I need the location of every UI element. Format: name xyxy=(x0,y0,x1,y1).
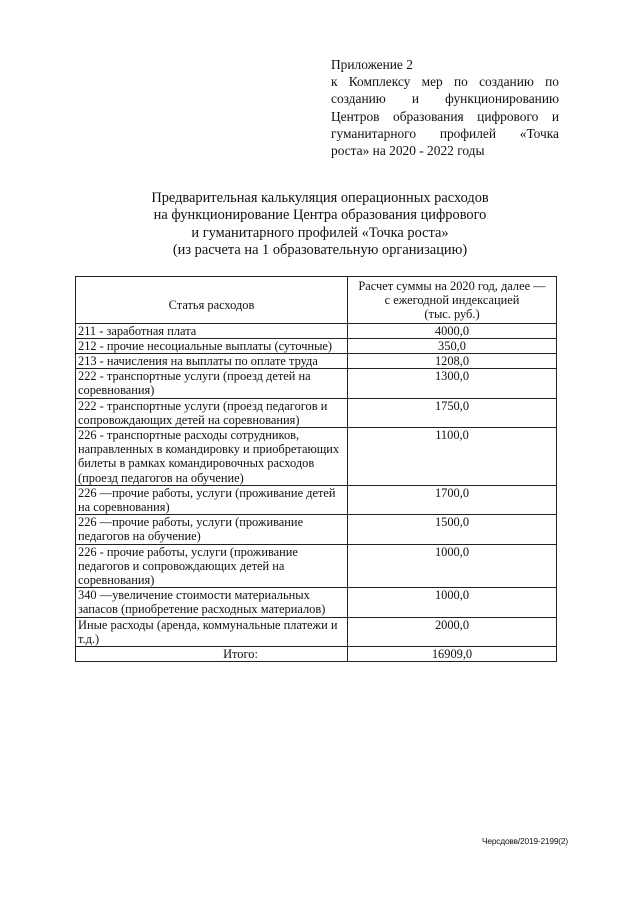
table-row xyxy=(76,588,557,617)
table-row xyxy=(76,398,557,427)
row-item: 226 —прочие работы, услуги (проживание детей на соревнования) xyxy=(76,485,348,514)
appendix-line: гуманитарного профилей «Точка xyxy=(331,125,559,141)
title-line: и гуманитарного профилей «Точка роста» xyxy=(191,224,449,241)
appendix-line: Приложение 2 xyxy=(331,57,413,72)
table-row xyxy=(76,354,557,369)
appendix-line: роста» на 2020 - 2022 годы xyxy=(331,143,485,159)
table-row xyxy=(76,323,557,338)
row-amount: 4000,0 xyxy=(348,323,557,338)
row-amount: 1300,0 xyxy=(348,369,557,398)
row-item: 226 - транспортные расходы сотрудников, направленных в командировку и приобретающих билеты в рамках командировочных расходов (проезд педагогов на обучение) xyxy=(76,428,348,486)
total-amount: 16909,0 xyxy=(348,647,557,662)
expense-table xyxy=(75,276,557,662)
row-item: 222 - транспортные услуги (проезд педагогов и сопровождающих детей на соревнования) xyxy=(76,398,348,427)
header-amount-line: с ежегодной индексацией xyxy=(384,293,520,308)
table-row xyxy=(76,428,557,486)
row-item: Иные расходы (аренда, коммунальные платежи и т.д.) xyxy=(76,617,348,646)
row-item: 226 - прочие работы, услуги (проживание педагогов и сопровождающих детей на соревнования) xyxy=(76,544,348,588)
row-amount: 1000,0 xyxy=(348,588,557,617)
row-amount: 1500,0 xyxy=(348,515,557,544)
table-row xyxy=(76,617,557,646)
title-line: (из расчета на 1 образовательную организацию) xyxy=(172,242,468,259)
table-row xyxy=(76,369,557,398)
appendix-header xyxy=(331,56,559,159)
header-amount-line: (тыс. руб.) xyxy=(424,307,480,322)
table-header-row xyxy=(76,277,557,324)
row-item: 226 —прочие работы, услуги (проживание педагогов на обучение) xyxy=(76,515,348,544)
row-amount: 2000,0 xyxy=(348,617,557,646)
total-label: Итого: xyxy=(76,647,348,662)
row-item: 212 - прочие несоциальные выплаты (суточные) xyxy=(76,338,348,353)
row-amount: 1000,0 xyxy=(348,544,557,588)
row-amount: 1750,0 xyxy=(348,398,557,427)
table-row xyxy=(76,515,557,544)
row-item: 213 - начисления на выплаты по оплате труда xyxy=(76,354,348,369)
document-title xyxy=(120,190,520,260)
row-amount: 1700,0 xyxy=(348,485,557,514)
header-amount xyxy=(348,277,557,324)
appendix-line: к Комплексу мер по созданию по xyxy=(331,74,559,90)
row-item: 211 - заработная плата xyxy=(76,323,348,338)
header-item: Статья расходов xyxy=(76,277,348,324)
row-amount: 1100,0 xyxy=(348,428,557,486)
table-row xyxy=(76,485,557,514)
row-amount: 1208,0 xyxy=(348,354,557,369)
document-code: Черсдовв/2019-2199(2) xyxy=(482,836,568,846)
title-line: на функционирование Центра образования цифрового xyxy=(153,207,487,224)
total-row xyxy=(76,647,557,662)
appendix-line: созданию и функционированию xyxy=(331,91,559,107)
table-row xyxy=(76,544,557,588)
row-item: 222 - транспортные услуги (проезд детей на соревнования) xyxy=(76,369,348,398)
table-row xyxy=(76,338,557,353)
row-amount: 350,0 xyxy=(348,338,557,353)
row-item: 340 —увеличение стоимости материальных запасов (приобретение расходных материалов) xyxy=(76,588,348,617)
header-amount-line: Расчет суммы на 2020 год, далее — xyxy=(358,279,546,293)
title-line: Предварительная калькуляция операционных расходов xyxy=(151,190,489,206)
appendix-line: Центров образования цифрового и xyxy=(331,108,559,124)
